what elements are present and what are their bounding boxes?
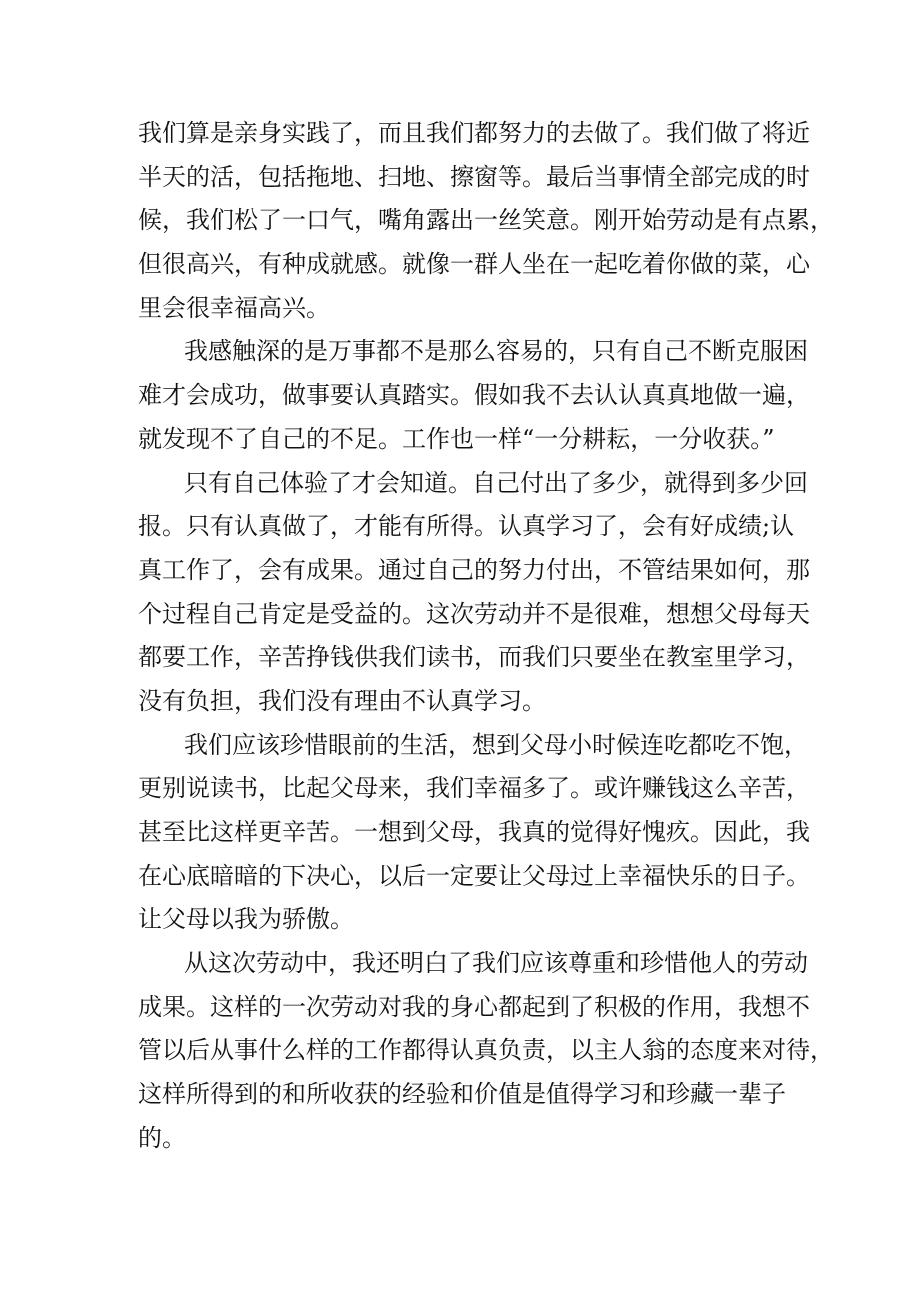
text-line: 从这次劳动中，我还明白了我们应该尊重和珍惜他人的劳动: [184, 949, 808, 978]
text-line: 里会很幸福高兴。: [138, 293, 330, 322]
text-line: 成果。这样的一次劳动对我的身心都起到了积极的作用，我想不: [138, 992, 810, 1021]
text-line: 这样所得到的和所收获的经验和价值是值得学习和珍藏一辈子: [138, 1080, 786, 1109]
text-line: 候，我们松了一口气，嘴角露出一丝笑意。刚开始劳动是有点累，: [138, 206, 834, 235]
text-line: 管以后从事什么样的工作都得认真负责，以主人翁的态度来对待，: [138, 1036, 834, 1065]
text-line: 更别说读书，比起父母来，我们幸福多了。或许赚钱这么辛苦，: [138, 774, 810, 803]
text-line: 的。: [138, 1123, 186, 1152]
paragraph: [138, 942, 834, 1160]
text-line: 在心底暗暗的下决心，以后一定要让父母过上幸福快乐的日子。: [138, 861, 810, 890]
text-line: 难才会成功，做事要认真踏实。假如我不去认认真真地做一遍，: [138, 381, 810, 410]
text-line: 都要工作，辛苦挣钱供我们读书，而我们只要坐在教室里学习，: [138, 643, 810, 672]
text-line: 甚至比这样更辛苦。一想到父母，我真的觉得好愧疚。因此，我: [138, 818, 810, 846]
text-line: 我感触深的是万事都不是那么容易的，只有自己不断克服困: [184, 337, 808, 366]
text-line: 个过程自己肯定是受益的。这次劳动并不是很难，想想父母每天: [138, 599, 810, 628]
text-line: 没有负担，我们没有理由不认真学习。: [138, 686, 546, 715]
text-line: 但很高兴，有种成就感。就像一群人坐在一起吃着你做的菜，心: [138, 250, 810, 279]
text-line: 真工作了，会有成果。通过自己的努力付出，不管结果如何，那: [138, 555, 810, 584]
paragraph: [138, 112, 834, 330]
text-line: 报。只有认真做了，才能有所得。认真学习了，会有好成绩;认: [138, 512, 795, 541]
paragraph: [138, 330, 818, 461]
text-line: 我们算是亲身实践了，而且我们都努力的去做了。我们做了将近: [138, 119, 810, 147]
text-line: 半天的活，包括拖地、扫地、擦窗等。最后当事情全部完成的时: [138, 162, 810, 191]
paragraph: [138, 462, 818, 724]
text-line: 就发现不了自己的不足。工作也一样“一分耕耘，一分收获。”: [138, 424, 775, 453]
document-body: [138, 112, 834, 1161]
text-line: 只有自己体验了才会知道。自己付出了多少，就得到多少回: [184, 468, 808, 497]
text-line: 我们应该珍惜眼前的生活，想到父母小时候连吃都吃不饱，: [184, 730, 808, 759]
text-line: 让父母以我为骄傲。: [138, 905, 354, 934]
paragraph: [138, 724, 818, 942]
